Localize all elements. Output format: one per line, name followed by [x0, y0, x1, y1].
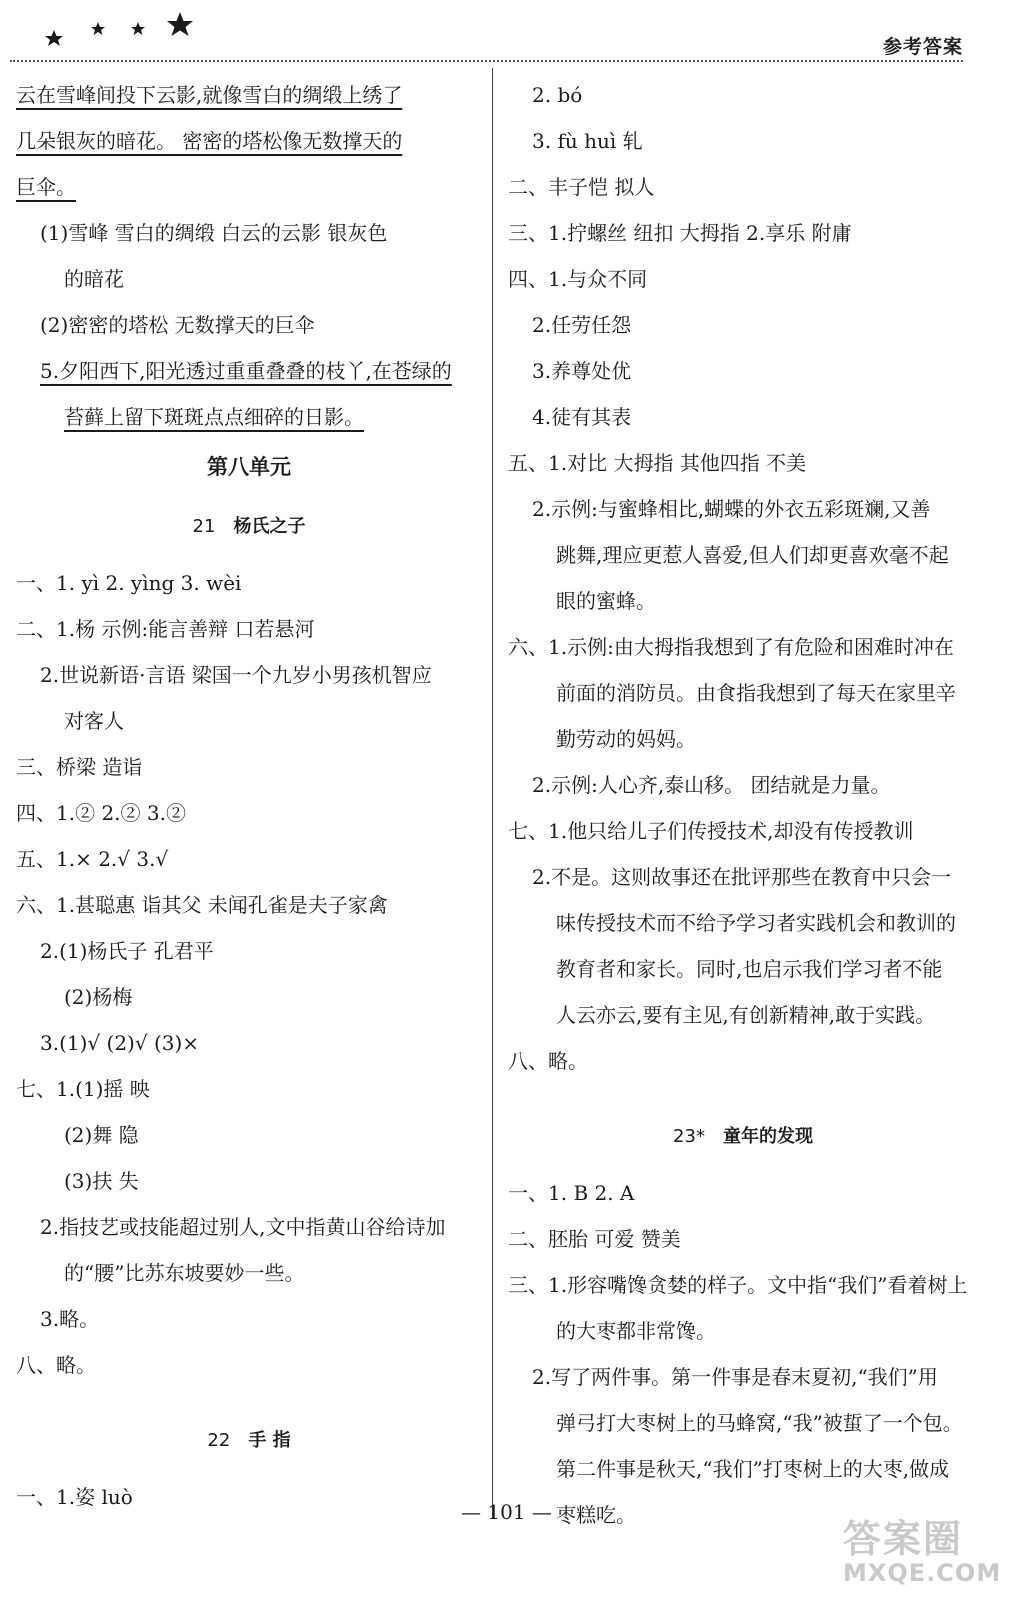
star-icon: [45, 30, 63, 46]
answer-line: 七、1.他只给儿子们传授技术,却没有传授教训: [508, 819, 914, 843]
answer-line: 六、1.甚聪惠 诣其父 未闻孔雀是夫子家禽: [16, 893, 388, 917]
answer-line: 八、略。: [508, 1049, 588, 1073]
lesson-heading: [16, 494, 482, 560]
lesson-number: 23*: [673, 1126, 705, 1147]
answer-line: 勤劳动的妈妈。: [556, 727, 696, 751]
answer-line: 五、1.对比 大拇指 其他四指 不美: [508, 451, 807, 475]
answer-line: 3.(1)√ (2)√ (3)×: [40, 1031, 200, 1055]
watermark-text-bottom: MXQE.COM: [843, 1559, 1002, 1587]
answer-line: 三、桥梁 造诣: [16, 755, 143, 779]
answer-line: 四、1.② 2.② 3.②: [16, 801, 186, 825]
answer-line: 一、1.姿 luò: [16, 1485, 133, 1509]
answer-line: 第二件事是秋天,“我们”打枣树上的大枣,做成: [556, 1457, 950, 1481]
decorative-stars: [40, 8, 220, 48]
answer-line: (3)扶 失: [64, 1169, 139, 1193]
answer-line: 跳舞,理应更惹人喜爱,但人们却更喜欢毫不起: [556, 543, 949, 567]
answer-line: (2)舞 隐: [64, 1123, 139, 1147]
spacer: [16, 1388, 482, 1408]
answer-line: 三、1.形容嘴馋贪婪的样子。文中指“我们”看着树上: [508, 1273, 968, 1297]
answer-line: 四、1.与众不同: [508, 267, 648, 291]
answer-line: 的暗花: [64, 267, 124, 291]
answer-line: 2. bó: [532, 83, 583, 107]
answer-line: 3.略。: [40, 1307, 100, 1331]
answer-line: 云在雪峰间投下云影,就像雪白的绸缎上绣了: [16, 83, 403, 107]
answer-line: 对客人: [64, 709, 124, 733]
answer-line: 2.示例:与蜜蜂相比,蝴蝶的外衣五彩斑斓,又善: [532, 497, 931, 521]
page-header-title: 参考答案: [882, 36, 963, 58]
answer-line: 3. fù huì 轧: [532, 129, 643, 153]
answer-line: 的大枣都非常馋。: [556, 1319, 716, 1343]
answer-line: 一、1. yì 2. yìng 3. wèi: [16, 571, 242, 595]
answer-line: 六、1.示例:由大拇指我想到了有危险和困难时冲在: [508, 635, 954, 659]
answer-line: 3.养尊处优: [532, 359, 632, 383]
left-column: [16, 72, 482, 1520]
answer-line: 2.指技艺或技能超过别人,文中指黄山谷给诗加: [40, 1215, 446, 1239]
answer-line: 八、略。: [16, 1353, 96, 1377]
answer-line: 一、1. B 2. A: [508, 1181, 635, 1205]
answer-line: 4.徒有其表: [532, 405, 632, 429]
unit-heading: 第八单元: [207, 455, 291, 479]
answer-line: 的“腰”比苏东坡要妙一些。: [64, 1261, 305, 1285]
answer-line: 苔藓上留下斑斑点点细碎的日影。: [64, 405, 364, 429]
answer-line: (1)雪峰 雪白的绸缎 白云的云影 银灰色: [40, 221, 388, 245]
star-icon: [91, 22, 105, 35]
answer-line: 2.示例:人心齐,泰山移。 团结就是力量。: [532, 773, 891, 797]
watermark-logo: [843, 1517, 1002, 1588]
column-divider: [492, 68, 493, 1518]
page-number: — 101 —: [461, 1500, 552, 1524]
answer-line: 人云亦云,要有主见,有创新精神,敢于实践。: [556, 1003, 936, 1027]
star-icon: [167, 12, 193, 36]
answer-line: 味传授技术而不给予学习者实践机会和教训的: [556, 911, 956, 935]
lesson-title: 杨氏之子: [233, 516, 306, 537]
answer-line: 2.(1)杨氏子 孔君平: [40, 939, 214, 963]
watermark-text-top: 答案圈: [843, 1517, 964, 1561]
answer-line: 教育者和家长。同时,也启示我们学习者不能: [556, 957, 943, 981]
answer-line: 几朵银灰的暗花。 密密的塔松像无数撑天的: [16, 129, 403, 153]
answer-line: 2.写了两件事。第一件事是春末夏初,“我们”用: [532, 1365, 938, 1389]
lesson-heading: [16, 1408, 482, 1474]
lesson-number: 22: [207, 1430, 231, 1451]
answer-line: 五、1.× 2.√ 3.√: [16, 847, 169, 871]
answer-line: 2.不是。这则故事还在批评那些在教育中只会一: [532, 865, 952, 889]
answer-line: 巨伞。: [16, 175, 76, 199]
answer-line: 2.任劳任怨: [532, 313, 632, 337]
header-divider: [10, 60, 963, 62]
answer-line: 七、1.(1)摇 映: [16, 1077, 150, 1101]
spacer: [508, 1084, 978, 1104]
lesson-number: 21: [192, 516, 216, 537]
answer-line: 二、丰子恺 拟人: [508, 175, 655, 199]
answer-line: 2.世说新语·言语 梁国一个九岁小男孩机智应: [40, 663, 432, 687]
lesson-heading: [508, 1104, 978, 1170]
answer-line: (2)杨梅: [64, 985, 133, 1009]
answer-line: 眼的蜜蜂。: [556, 589, 656, 613]
right-column: [508, 72, 978, 1538]
answer-line: 5.夕阳西下,阳光透过重重叠叠的枝丫,在苍绿的: [40, 359, 452, 383]
answer-line: (2)密密的塔松 无数撑天的巨伞: [40, 313, 315, 337]
lesson-title: 童年的发现: [722, 1126, 813, 1147]
lesson-title: 手 指: [248, 1430, 291, 1451]
answer-line: 前面的消防员。由食指我想到了每天在家里辛: [556, 681, 956, 705]
star-icon: [131, 22, 145, 35]
answer-line: 二、1.杨 示例:能言善辩 口若悬河: [16, 617, 315, 641]
answer-line: 三、1.拧螺丝 纽扣 大拇指 2.享乐 附庸: [508, 221, 852, 245]
answer-line: 枣糕吃。: [556, 1503, 636, 1527]
answer-line: 弹弓打大枣树上的马蜂窝,“我”被蜇了一个包。: [556, 1411, 963, 1435]
answer-line: 二、胚胎 可爱 赞美: [508, 1227, 681, 1251]
